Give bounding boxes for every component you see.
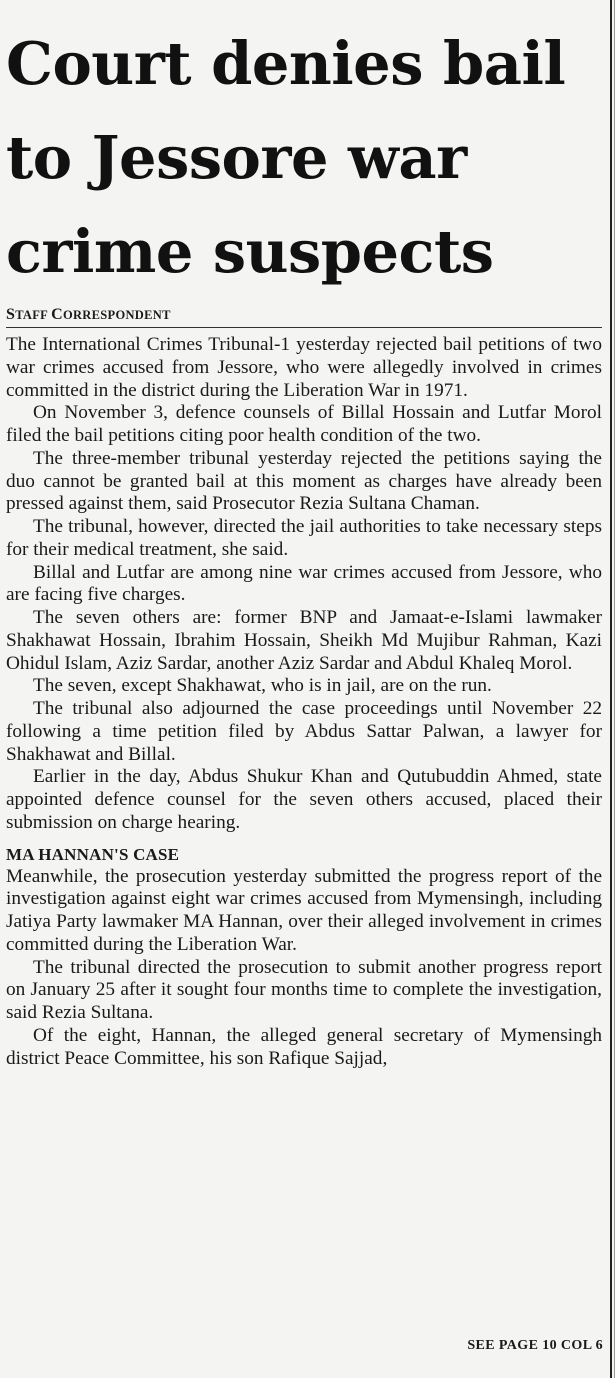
headline <box>6 0 602 299</box>
headline-line: crime suspects <box>6 217 494 286</box>
paragraph: The tribunal also adjourned the case proceedings until November 22 following a time petition filed by Abdus Sattar Palwan, a lawyer for Shakhawat and Billal. <box>6 698 602 765</box>
paragraph: Earlier in the day, Abdus Shukur Khan and Qutubuddin Ahmed, state appointed defence counsel for the seven others accused, placed their submission on charge hearing. <box>6 766 602 833</box>
paragraph: The International Crimes Tribunal-1 yesterday rejected bail petitions of two war crimes accused from Jessore, who were allegedly involved in crimes committed in the district during the Liberation War in 1971. <box>6 334 602 401</box>
subheading: MA HANNAN'S CASE <box>6 844 180 864</box>
byline <box>6 303 602 328</box>
headline-line: Court denies bail <box>6 29 566 98</box>
headline-line: to Jessore war <box>6 123 467 192</box>
continuation-jump: SEE PAGE 10 COL 6 <box>467 1338 603 1353</box>
news-article <box>6 0 602 1070</box>
paragraph: The seven others are: former BNP and Jamaat-e-Islami lawmaker Shakhawat Hossain, Ibrahim Hossain, Sheikh Md Mujibur Rahman, Kazi Ohidul Islam, Aziz Sardar, another Aziz Sardar and Abdul Khaleq Morol. <box>6 607 602 674</box>
paragraph: Meanwhile, the prosecution yesterday submitted the progress report of the investigation against eight war crimes accused from Mymensingh, including Jatiya Party lawmaker MA Hannan, over their alleged involvement in crimes committed during the Liberation War. <box>6 865 602 955</box>
paragraph: The seven, except Shakhawat, who is in jail, are on the run. <box>33 675 492 697</box>
paragraph: The tribunal, however, directed the jail authorities to take necessary steps for their medical treatment, she said. <box>6 516 602 560</box>
byline-initial: C <box>51 306 63 323</box>
paragraph: Of the eight, Hannan, the alleged general secretary of Mymensingh district Peace Committee, his son Rafique Sajjad, <box>6 1024 602 1069</box>
article-body <box>6 334 602 1070</box>
paragraph: The three-member tribunal yesterday rejected the petitions saying the duo cannot be granted bail at this moment as charges have already been pressed against them, said Prosecutor Rezia Sultana Chaman. <box>6 447 602 515</box>
byline-initial: S <box>6 306 16 323</box>
paragraph: The tribunal directed the prosecution to submit another progress report on January 25 after it sought four months time to complete the investigation, said Rezia Sultana. <box>6 956 602 1023</box>
paragraph: Billal and Lutfar are among nine war crimes accused from Jessore, who are facing five charges. <box>6 561 602 606</box>
byline-rest: ORRESPONDENT <box>62 308 171 322</box>
byline-rest: TAFF <box>15 308 52 322</box>
column-rule <box>610 0 612 1378</box>
paragraph: On November 3, defence counsels of Billal Hossain and Lutfar Morol filed the bail petitions citing poor health condition of the two. <box>6 402 602 446</box>
